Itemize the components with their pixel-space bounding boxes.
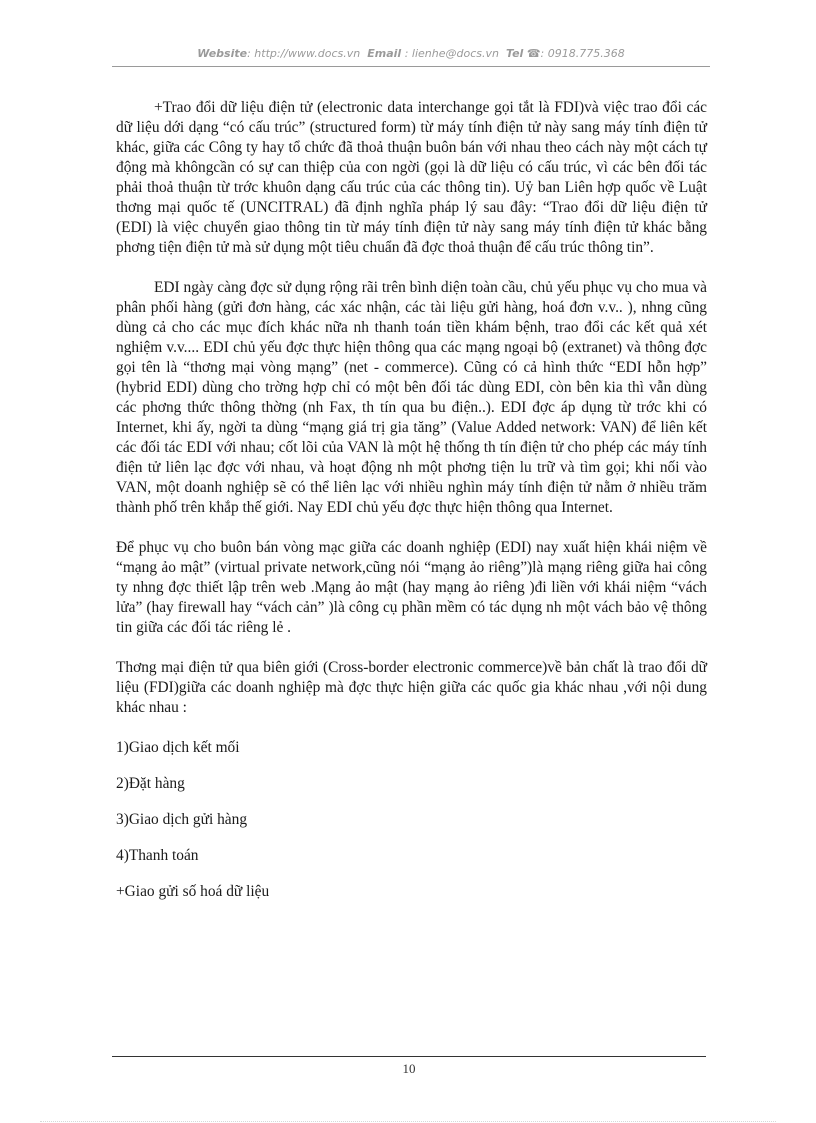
email-label: Email [367,47,402,60]
page-edge-divider [40,1121,776,1122]
website-value: : http://www.docs.vn [247,47,361,60]
paragraph-virtual-private-network: Để phục vụ cho buôn bán vòng mạc giữa các doanh nghiệp (EDI) nay xuất hiện khái niệm về “mạng ảo mật” (virtual private network,cũng nói “mạng ảo riêng”)là mạng riêng giữa hai công ty nhng đợc thiết lập trên web .Mạng ảo mật (hay mạng ảo riêng )đi liền với khái niệm “vách lửa” (hay firewall hay “vách cản” )là công cụ phần mềm có tác dụng nh một vách bảo vệ thông tin giữa các đối tác riêng lẻ . [116,539,707,636]
paragraph-edi-usage: EDI ngày càng đợc sử dụng rộng rãi trên bình diện toàn cầu, chủ yếu phục vụ cho mua và phân phối hàng (gửi đơn hàng, các xác nhận, các tài liệu gửi hàng, hoá đơn v.v.. ), nhng cũng dùng cả cho các mục đích khác nữa nh thanh toán tiền khám bệnh, trao đổi các kết quả xét nghiệm v.v.... EDI chủ yếu đợc thực hiện thông qua các mạng ngoại bộ (extranet) và thông đợc gọi tên là “thơng mại vòng mạng” (net - commerce). Cũng có cả hình thức “EDI hỗn hợp” (hybrid EDI) dùng cho trờng hợp chỉ có một bên đối tác dùng EDI, còn bên kia thì vẫn dùng các phơng thức thông thờng (nh Fax, th tín qua bu điện..). EDI đợc áp dụng từ trớc khi có Internet, khi ấy, ngời ta dùng “mạng giá trị gia tăng” (Value Added network: VAN) để liên kết các đối tác EDI với nhau; cốt lõi của VAN là một hệ thống th tín điện tử cho phép các máy tính điện tử liên lạc đợc với nhau, và hoạt động nh một phơng tiện lu trữ và tìm gọi; khi nối vào VAN, một doanh nghiệp sẽ có thể liên lạc với nhiều nghìn máy tính điện tử nằm ở nhiều trăm thành phố trên khắp thế giới. Nay EDI chủ yếu đợc thực hiện thông qua Internet. [116,279,707,516]
tel-value: : 0918.775.368 [540,47,625,60]
phone-icon: ☎ [526,47,541,60]
header-divider [112,66,710,67]
page-number: 10 [402,1061,416,1076]
list-item: 1)Giao dịch kết mối [116,739,240,756]
website-label: Website [197,47,248,60]
paragraph-edi-definition: +Trao đổi dữ liệu điện tử (electronic data interchange gọi tắt là FDI)và việc trao đổi các dữ liệu dới dạng “có cấu trúc” (structured form) từ máy tính điện tử này sang máy tính điện tử khác, giữa các Công ty hay tổ chức đã thoả thuận buôn bán với nhau theo cách này một cách tự động mà khôngcần có sự can thiệp của con ngời (gọi là dữ liệu có cấu trúc, vì các bên đối tác phải thoả thuận từ trớc khuôn dạng cấu trúc của các thông tin). Uỷ ban Liên hợp quốc về Luật thơng mại quốc tế (UNCITRAL) đã định nghĩa pháp lý sau đây: “Trao đổi dữ liệu điện tử (EDI) là việc chuyển giao thông tin từ máy tính điện tử này sang máy tính điện tử khác bằng phơng tiện điện tử mà sử dụng một tiêu chuẩn đã đợc thoả thuận để cấu trúc thông tin”. [116,99,707,256]
tel-label: Tel [505,47,524,60]
list-item: 4)Thanh toán [116,847,199,864]
list-item: +Giao gửi số hoá dữ liệu [116,883,270,900]
document-body [116,98,707,918]
list-item: 3)Giao dịch gửi hàng [116,811,248,828]
paragraph-cross-border-commerce: Thơng mại điện tử qua biên giới (Cross-border electronic commerce)về bản chất là trao đổi dữ liệu (FDI)giữa các doanh nghiệp mà đợc thực hiện giữa các quốc gia khác nhau ,với nội dung khác nhau : [116,659,707,716]
page-header [112,47,710,60]
footer-divider [112,1056,706,1057]
email-value: : lienhe@docs.vn [404,47,499,60]
list-item: 2)Đặt hàng [116,775,185,792]
